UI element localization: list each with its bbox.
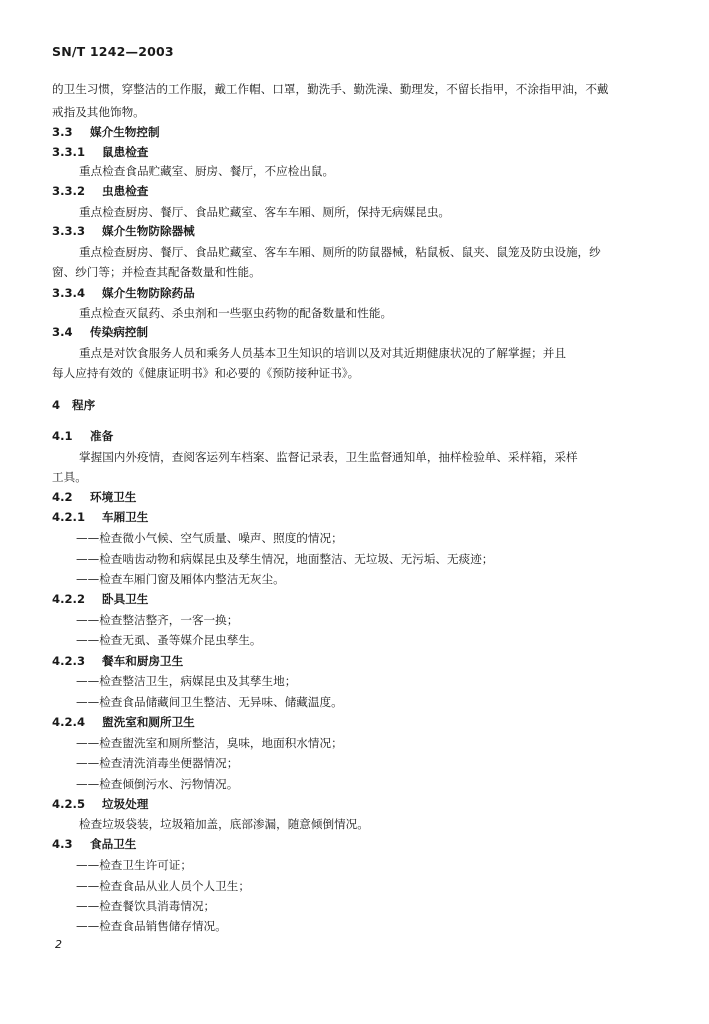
section-heading: 4.2.3 餐车和厨房卫生 [52, 654, 184, 668]
body-line: 工具。 [52, 470, 87, 484]
body-line: 重点是对饮食服务人员和乘务人员基本卫生知识的培训以及对其近期健康状况的了解掌握；并且 [79, 346, 566, 360]
body-line: 重点检查厨房、餐厅、食品贮藏室、客车车厢、厕所的防鼠器械，粘鼠板、鼠夹、鼠笼及防虫设施，纱 [79, 245, 601, 259]
body-line: 窗、纱门等；并检查其配备数量和性能。 [52, 265, 261, 279]
section-heading: 3.4 传染病控制 [52, 325, 148, 339]
list-item: ——检查整洁整齐，一客一换； [76, 613, 239, 627]
section-heading: 4.2.4 盥洗室和厕所卫生 [52, 715, 195, 729]
list-item: ——检查食品从业人员个人卫生； [76, 879, 250, 893]
list-item: ——检查食品销售储存情况。 [76, 919, 227, 933]
section-heading: 3.3 媒介生物控制 [52, 125, 160, 139]
list-item: ——检查倾倒污水、污物情况。 [76, 777, 239, 791]
section-heading: 4.1 准备 [52, 429, 114, 443]
body-line: 重点检查厨房、餐厅、食品贮藏室、客车车厢、厕所，保持无病媒昆虫。 [79, 205, 451, 219]
list-item: ——检查清洗消毒坐便器情况； [76, 756, 239, 770]
list-item: ——检查餐饮具消毒情况； [76, 899, 216, 913]
list-item: ——检查微小气候、空气质量、噪声、照度的情况； [76, 531, 343, 545]
section-heading: 3.3.2 虫患检查 [52, 184, 149, 198]
section-heading: 4.2.5 垃圾处理 [52, 797, 149, 811]
body-line: 重点检查食品贮藏室、厨房、餐厅，不应检出鼠。 [79, 164, 335, 178]
section-heading: 3.3.4 媒介生物防除药品 [52, 286, 195, 300]
list-item: ——检查车厢门窗及厢体内整洁无灰尘。 [76, 572, 285, 586]
standard-code: SN/T 1242—2003 [52, 44, 174, 59]
list-item: ——检查啮齿动物和病媒昆虫及孳生情况，地面整洁、无垃圾、无污垢、无痰迹； [76, 552, 494, 566]
section-heading: 3.3.1 鼠患检查 [52, 145, 149, 159]
body-line: 每人应持有效的《健康证明书》和必要的《预防接种证书》。 [52, 366, 360, 380]
body-line: 掌握国内外疫情，查阅客运列车档案、监督记录表，卫生监督通知单，抽样检验单、采样箱，采样 [79, 450, 578, 464]
body-line: 戒指及其他饰物。 [52, 105, 145, 119]
section-heading: 4.2 环境卫生 [52, 490, 137, 504]
body-line: 重点检查灭鼠药、杀虫剂和一些驱虫药物的配备数量和性能。 [79, 306, 393, 320]
list-item: ——检查无虱、蚤等媒介昆虫孳生。 [76, 633, 262, 647]
section-heading: 4.2.1 车厢卫生 [52, 510, 149, 524]
section-heading: 4.2.2 卧具卫生 [52, 592, 149, 606]
body-line: 的卫生习惯，穿整洁的工作服，戴工作帽、口罩，勤洗手、勤洗澡、勤理发，不留长指甲，不涂指甲油，不戴 [52, 82, 609, 96]
section-heading: 4.3 食品卫生 [52, 837, 137, 851]
list-item: ——检查盥洗室和厕所整洁，臭味，地面积水情况； [76, 736, 343, 750]
list-item: ——检查卫生许可证； [76, 858, 192, 872]
list-item: ——检查食品储藏间卫生整洁、无异味、储藏温度。 [76, 695, 343, 709]
page-number: 2 [55, 938, 62, 951]
section-heading: 4 程序 [52, 398, 96, 412]
list-item: ——检查整洁卫生，病媒昆虫及其孳生地； [76, 674, 297, 688]
body-line: 检查垃圾袋装，垃圾箱加盖，底部渗漏，随意倾倒情况。 [79, 817, 369, 831]
section-heading: 3.3.3 媒介生物防除器械 [52, 224, 195, 238]
